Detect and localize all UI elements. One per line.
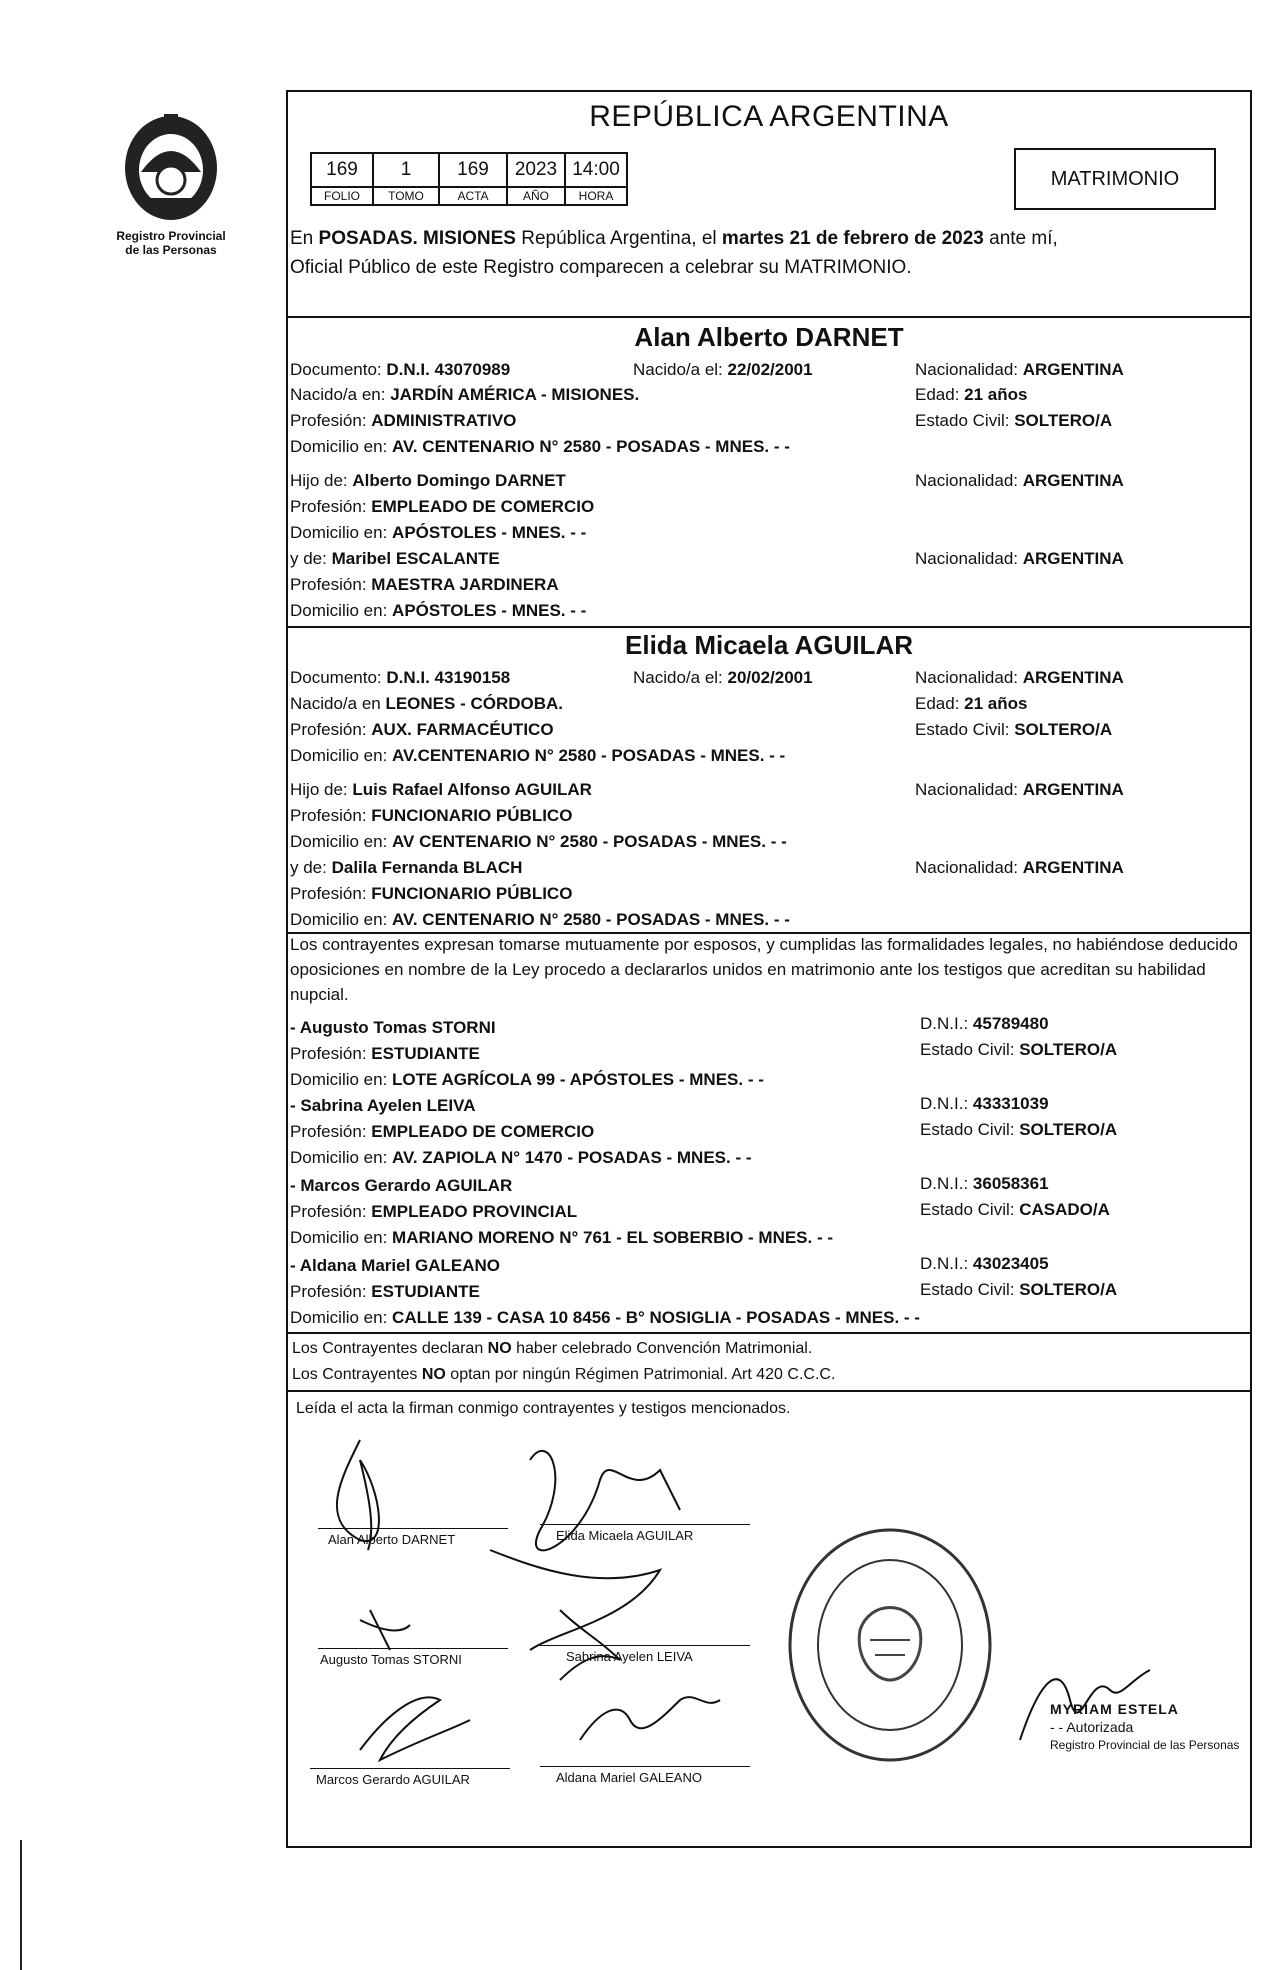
signature-line [318, 1648, 508, 1649]
signature-name: Elida Micaela AGUILAR [556, 1528, 694, 1543]
spouse1-birthplace: Nacido/a en: JARDÍN AMÉRICA - MISIONES. [290, 385, 640, 404]
witness1-name: - Augusto Tomas STORNI [290, 1018, 496, 1037]
signature-name: Sabrina Ayelen LEIVA [566, 1649, 693, 1664]
witness1-dni: D.N.I.: 45789480 [920, 1014, 1049, 1033]
spouse1-mother-nationality: Nacionalidad: ARGENTINA [915, 549, 1124, 568]
province-emblem-icon [116, 110, 226, 225]
spouse1-father-nationality: Nacionalidad: ARGENTINA [915, 471, 1124, 490]
witness2-dni: D.N.I.: 43331039 [920, 1094, 1049, 1113]
signature-line [318, 1528, 508, 1529]
spouse2-father-nationality: Nacionalidad: ARGENTINA [915, 780, 1124, 799]
witness2-name: - Sabrina Ayelen LEIVA [290, 1096, 476, 1115]
witness3-profession: Profesión: EMPLEADO PROVINCIAL [290, 1202, 578, 1221]
witness4-civil-status: Estado Civil: SOLTERO/A [920, 1280, 1118, 1299]
official-seal-icon [780, 1520, 1000, 1770]
spouse2-father: Hijo de: Luis Rafael Alfonso AGUILAR [290, 780, 592, 799]
act-type-box: MATRIMONIO [1014, 148, 1216, 210]
signature-name: Marcos Gerardo AGUILAR [316, 1772, 470, 1787]
spouse2-name: Elida Micaela AGUILAR [625, 630, 913, 660]
spouse2-mother-nationality: Nacionalidad: ARGENTINA [915, 858, 1124, 877]
signature-name: Alan Alberto DARNET [328, 1532, 456, 1547]
spouse1-document: Documento: D.N.I. 43070989 [290, 360, 511, 379]
spouse2-birthplace: Nacido/a en LEONES - CÓRDOBA. [290, 694, 564, 713]
marriage-declaration: Los contrayentes expresan tomarse mutuamente por esposos, y cumplidas las formalidades legales, no habiéndose deducido oposiciones en nombre de la Ley procedo a declararlos unidos en matrimonio ante los testigos que acreditan su habilidad nupcial. [290, 935, 1238, 1004]
spouse2-age: Edad: 21 años [915, 694, 1028, 713]
witness2-address: Domicilio en: AV. ZAPIOLA N° 1470 - POSADAS - MNES. - - [290, 1148, 752, 1167]
act-reference-box [310, 152, 628, 206]
spouse2-address: Domicilio en: AV.CENTENARIO N° 2580 - POSADAS - MNES. - - [290, 746, 786, 765]
tomo-cell: 1 TOMO [374, 154, 440, 204]
witness4-address: Domicilio en: CALLE 139 - CASA 10 8456 - B° NOSIGLIA - POSADAS - MNES. - - [290, 1308, 920, 1327]
spouse2-profession: Profesión: AUX. FARMACÉUTICO [290, 720, 554, 739]
spouse2-mother-profession: Profesión: FUNCIONARIO PÚBLICO [290, 884, 573, 903]
registry-logo [96, 110, 246, 257]
spouse1-father: Hijo de: Alberto Domingo DARNET [290, 471, 566, 490]
spouse2-civil-status: Estado Civil: SOLTERO/A [915, 720, 1113, 739]
divider [286, 316, 1252, 318]
spouse1-mother: y de: Maribel ESCALANTE [290, 549, 500, 568]
spouse1-address: Domicilio en: AV. CENTENARIO N° 2580 - POSADAS - MNES. - - [290, 437, 790, 456]
margin-mark [20, 1840, 22, 1970]
witness3-civil-status: Estado Civil: CASADO/A [920, 1200, 1110, 1219]
spouse2-birthdate: Nacido/a el: 20/02/2001 [633, 668, 813, 687]
signature-line [540, 1645, 750, 1646]
witness1-civil-status: Estado Civil: SOLTERO/A [920, 1040, 1118, 1059]
folio-cell: 169 FOLIO [312, 154, 374, 204]
spouse1-mother-profession: Profesión: MAESTRA JARDINERA [290, 575, 559, 594]
witness4-profession: Profesión: ESTUDIANTE [290, 1282, 480, 1301]
spouse1-nationality: Nacionalidad: ARGENTINA [915, 360, 1124, 379]
year-cell: 2023 AÑO [508, 154, 566, 204]
spouse2-father-address: Domicilio en: AV CENTENARIO N° 2580 - POSADAS - MNES. - - [290, 832, 787, 851]
closing-statement: Leída el acta la firman conmigo contrayentes y testigos mencionados. [296, 1400, 791, 1417]
spouse2-nationality: Nacionalidad: ARGENTINA [915, 668, 1124, 687]
witness2-profession: Profesión: EMPLEADO DE COMERCIO [290, 1122, 595, 1141]
witness4-dni: D.N.I.: 43023405 [920, 1254, 1049, 1273]
witness3-address: Domicilio en: MARIANO MORENO N° 761 - EL SOBERBIO - MNES. - - [290, 1228, 834, 1247]
document-title: REPÚBLICA ARGENTINA [589, 100, 949, 133]
spouse2-mother-address: Domicilio en: AV. CENTENARIO N° 2580 - POSADAS - MNES. - - [290, 910, 790, 929]
intro-text: En POSADAS. MISIONES República Argentina, el martes 21 de febrero de 2023 ante mí, Oficial Público de este Registro comparecen a celebrar su MATRIMONIO. [290, 228, 1058, 278]
witness3-dni: D.N.I.: 36058361 [920, 1174, 1049, 1193]
witness2-civil-status: Estado Civil: SOLTERO/A [920, 1120, 1118, 1139]
spouse1-name: Alan Alberto DARNET [634, 322, 904, 352]
divider [286, 1390, 1252, 1392]
spouse1-age: Edad: 21 años [915, 385, 1028, 404]
witness1-profession: Profesión: ESTUDIANTE [290, 1044, 480, 1063]
signature-name: Aldana Mariel GALEANO [556, 1770, 702, 1785]
spouse1-mother-address: Domicilio en: APÓSTOLES - MNES. - - [290, 601, 587, 620]
registry-caption: Registro Provincial de las Personas [116, 229, 226, 257]
witness1-address: Domicilio en: LOTE AGRÍCOLA 99 - APÓSTOLES - MNES. - - [290, 1070, 764, 1089]
patrimonial-regime-statement: Los Contrayentes NO optan por ningún Régimen Patrimonial. Art 420 C.C.C. [292, 1366, 836, 1383]
hour-cell: 14:00 HORA [566, 154, 626, 204]
witness3-name: - Marcos Gerardo AGUILAR [290, 1176, 513, 1195]
convention-statement: Los Contrayentes declaran NO haber celebrado Convención Matrimonial. [292, 1340, 813, 1357]
spouse1-profession: Profesión: ADMINISTRATIVO [290, 411, 517, 430]
divider [286, 1332, 1252, 1334]
handwritten-signatures [300, 1420, 780, 1800]
registrar-signature-block: MYRIAM ESTELA - - Autorizada Registro Provincial de las Personas [1050, 1701, 1240, 1752]
signature-line [540, 1524, 750, 1525]
spouse2-document: Documento: D.N.I. 43190158 [290, 668, 511, 687]
signature-line [540, 1766, 750, 1767]
spouse2-father-profession: Profesión: FUNCIONARIO PÚBLICO [290, 806, 573, 825]
spouse1-birthdate: Nacido/a el: 22/02/2001 [633, 360, 813, 379]
spouse2-mother: y de: Dalila Fernanda BLACH [290, 858, 523, 877]
spouse1-civil-status: Estado Civil: SOLTERO/A [915, 411, 1113, 430]
signature-name: Augusto Tomas STORNI [320, 1652, 462, 1667]
spouse1-father-address: Domicilio en: APÓSTOLES - MNES. - - [290, 523, 587, 542]
signature-line [310, 1768, 510, 1769]
spouse1-father-profession: Profesión: EMPLEADO DE COMERCIO [290, 497, 595, 516]
divider [286, 626, 1252, 628]
witness4-name: - Aldana Mariel GALEANO [290, 1256, 501, 1275]
acta-cell: 169 ACTA [440, 154, 508, 204]
